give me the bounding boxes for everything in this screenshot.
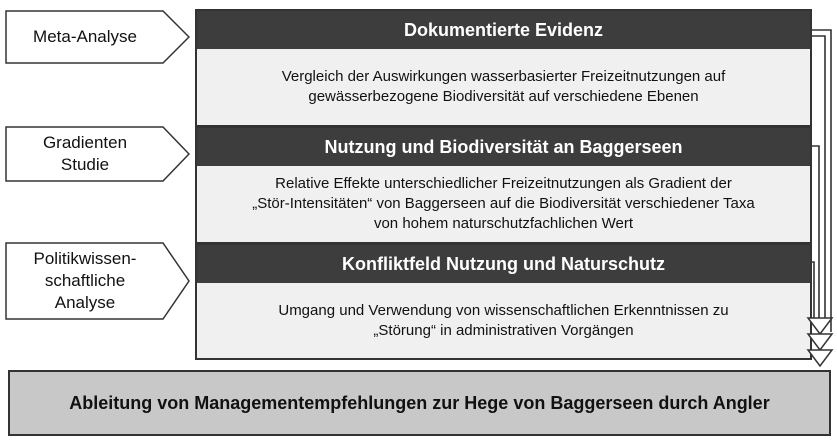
connector-line-2: [812, 146, 819, 332]
method-label: Politikwissen- schaftliche Analyse: [33, 249, 137, 312]
method-label: Meta-Analyse: [33, 27, 137, 46]
down-arrow-head-1: [808, 318, 832, 334]
panel-body: Vergleich der Auswirkungen wasserbasierter Freizeitnutzungen auf gewässerbezogene Biodiversität auf verschiedene Ebenen: [281, 68, 726, 105]
panel-body: Relative Effekte unterschiedlicher Freizeitnutzungen als Gradient der „Stör-Intensitäten“ von Baggerseen auf die Biodiversität verschiedener Taxa von hohem naturschutzfachlichen Wert: [252, 175, 755, 232]
panel-title: Dokumentierte Evidenz: [197, 11, 810, 49]
method-label: Gradienten Studie: [42, 133, 128, 174]
connector-line-1: [812, 30, 831, 332]
panel-title: Konfliktfeld Nutzung und Naturschutz: [197, 245, 810, 283]
footer-label: Ableitung von Managementempfehlungen zur Hege von Baggerseen durch Angler: [69, 392, 770, 413]
panel-body: Umgang und Verwendung von wissenschaftlichen Erkenntnissen zu „Störung“ in administrativen Vorgängen: [278, 301, 729, 339]
connector-line-3: [812, 262, 814, 320]
down-arrow-head-3: [808, 350, 832, 366]
panel-title: Nutzung und Biodiversität an Baggerseen: [197, 128, 810, 166]
management-recommendation-box: [8, 370, 831, 436]
down-arrow-head-2: [808, 334, 832, 350]
